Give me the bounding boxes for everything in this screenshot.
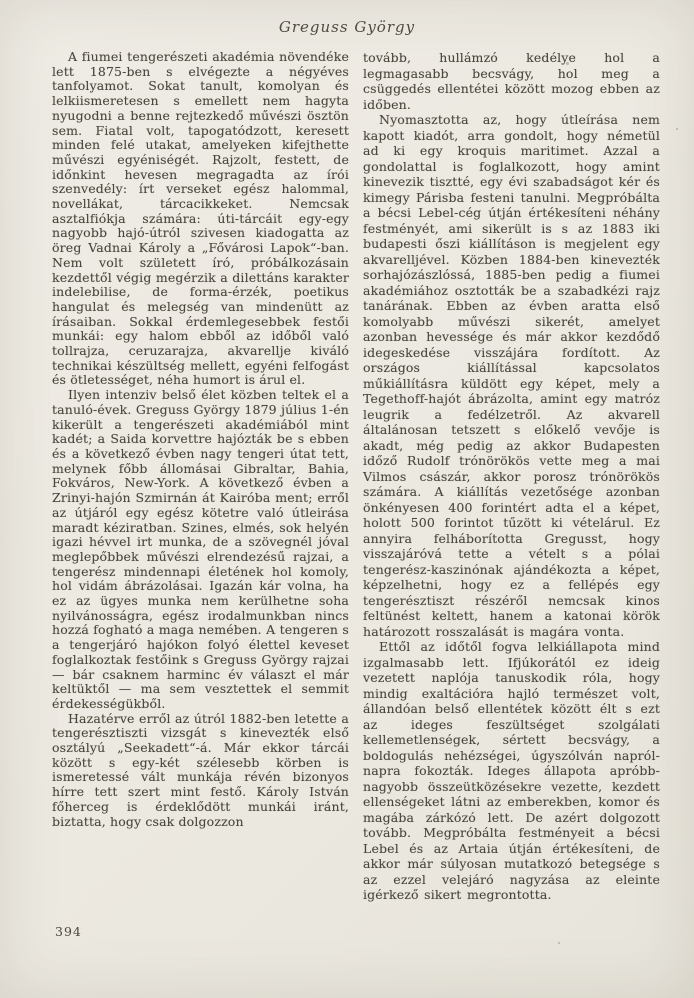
scan-speck [558,942,560,944]
text-columns [52,50,660,903]
paragraph: Ilyen intenziv belső élet közben teltek el a tanuló-évek. Greguss György 1879 július 1-én kikerült a tengerészeti akadémiából mint kadét; a Saida korvettre hajózták be s ebben és a következő évben nagy tengeri útat tett, melynek főbb állomásai Gibraltar, Bahia, Fokváros, New-York. A következő évben a Zrinyi-hajón Szmirnán át Kairóba ment; erről az útjáról egy egész kötetre való útleirása maradt kéziratban. Szines, elmés, sok helyén igazi hévvel irt munka, de a szövegnél jóval meglepőbbek művészi elrendezésű rajzai, a tengerész mindennapi életének hol komoly, hol vidám ábrázolásai. Igazán kár volna, ha ez az ügyes munka nem kerülhetne soha nyilvánosságra, egész irodalmunkban nincs hozzá fogható a maga nemében. A tengeren s a tengerjáró hajókon folyó élettel keveset foglalkoztak festőink s Greguss György rajzai — bár csaknem harminc év választ el már keltüktől — ma sem vesztettek el semmit érdekességükből. [52,387,349,711]
paragraph: Nyomasztotta az, hogy útleírása nem kapott kiadót, arra gondolt, hogy németül ad ki egy kroquis maritimet. Azzal a gondolattal is foglalkozott, hogy amint kinevezik tisztté, egy évi szabadságot kér és kimegy Párisba festeni tanulni. Megpróbálta a bécsi Lebel-cég útján értékesíteni néhány festményét, ami sikerült is s az 1883 iki budapesti őszi kiállításon is megjelent egy akvarelljével. Közben 1884-ben kinevezték sorhajózászlóssá, 1885-ben pedig a fiumei akadémiához osztották be a szabadkézi rajz tanárának. Ebben az évben aratta első komolyabb művészi sikerét, amelyet azonban hevessége és már akkor kezdődő idegeskedése visszájára fordított. Az országos kiállítással kapcsolatos műkiállításra küldött egy képet, mely a Tegethoff-hajót ábrázolta, amint egy matróz leugrik a fedélzetről. Az akvarell általánosan tetszett s előkelő vevője is akadt, még pedig az akkor Budapesten időző Rudolf trónörökös vette meg a mai Vilmos császár, akkor porosz trónörökös számára. A kiállítás vezetősége azonban önkényesen 400 forintért adta el a képet, holott 500 forintot tűzött ki vételárul. Ez annyira felháborította Gregusst, hogy visszajáróvá tette a vételt s a pólai tengerész-kaszinónak ajándékozta a képet, képzelhetni, hogy ez a fellépés egy tengerésztiszt részéről nemcsak kinos feltünést keltett, hanem a katonai körök határozott rosszalását is magára vonta. [363,112,660,639]
running-header: Greguss György [278,18,416,36]
paragraph: Hazatérve erről az útról 1882-ben letette a tengerésztiszti vizsgát s kinevezték első osztályú „Seekadett“-á. Már ekkor tárcái között s egy-két szélesebb körben is ismeretessé vált munkája révén bizonyos hírre tett szert mint festő. Károly István főherceg is érdeklődött munkái iránt, biztatta, hogy csak dolgozzon [52,710,349,829]
paragraph: A fiumei tengerészeti akadémia növendéke lett 1875-ben s elvégezte a négyéves tanfolyamot. Sokat tanult, komolyan és lelkiismeretesen s emellett nem hagyta nyugodni a benne rejtezkedő művészi ösztön sem. Fiatal volt, tapogatódzott, keresett minden felé utakat, amelyeken kifejthette művészi egyéniségét. Rajzolt, festett, de időnkint hevesen megragadta az írói szenvedély: írt verseket egész halommal, novellákat, tárcacikkeket. Nemcsak asztalfiókja számára: úti-tárcáit egy-egy nagyobb hajó-útról szivesen kiadogatta az öreg Vadnai Károly a „Fővárosi Lapok“-ban. Nem volt született író, próbálkozásain kezdettől végig megérzik a dilettáns karakter indelebilise, de forma-érzék, poetikus hangulat és melegség van mindenütt az írásaiban. Sokkal érdemlegesebbek festői munkái: egy halom ebből az időből való tollrajza, ceruzarajza, akvarellje kiváló technikai készültség mellett, egyéni felfogást és ötletességet, néha humort is árul el. [52,49,349,388]
right-column [363,50,660,903]
paragraph-continuation: tovább, hullámzó kedélye hol a legmagasabb becsvágy, hol meg a csüggedés ellentétei között mozog ebben az időben. [363,50,660,112]
left-column [52,50,349,903]
scan-speck [676,128,678,130]
scan-speck [566,62,569,65]
page-number: 394 [55,924,82,939]
paragraph: Ettől az időtől fogva lelkiállapota mind izgalmasabb lett. Ifjúkorától ez ideig vezetett naplója tanuskodik róla, hogy mindig exaltációra hajló természet volt, állandóan belső ellentétek között élt s ezt az ideges feszültséget szolgálati kellemetlenségek, sértett becsvágy, a boldogulás nehézségei, úgyszólván napról-napra fokozták. Ideges állapota apróbb-nagyobb összeütközésekre vezette, kezdett ellenségeket látni az emberekben, komor és magába zárkózó lett. De azért dolgozott tovább. Megpróbálta festményeit a bécsi Lebel és az Artaia útján értékesíteni, de akkor már súlyosan mutatkozó betegsége s az ezzel velejáró nagyzása az eleinte igérkező sikert megrontotta. [363,639,660,902]
